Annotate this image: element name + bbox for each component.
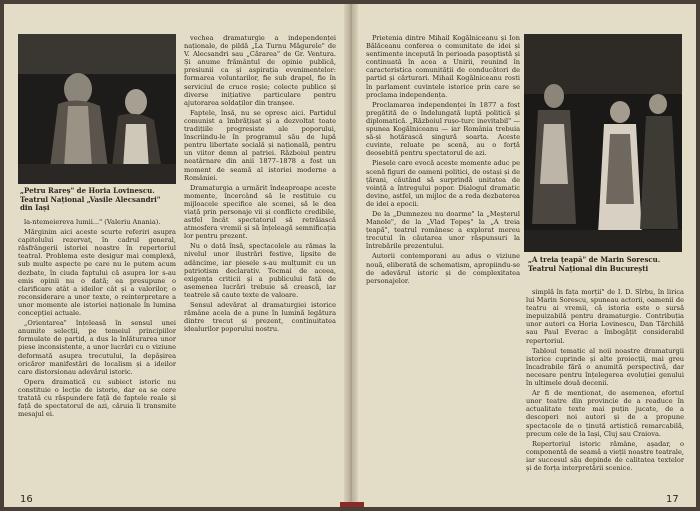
left-page-photo [18, 34, 176, 184]
right-photo-caption: „A treia țeapă" de Marin Sorescu. Teatrul Național din București [528, 255, 661, 273]
paragraph: Opera dramatică cu subiect istoric nu constituie o lecție de istorie, dar ea se cere tratată cu răspundere față de faptele reale și față de spectatorul de azi, căruia îi transmite mesajul ei. [18, 377, 176, 419]
paragraph: Dramaturgia a urmărit îndeaproape aceste momente, încercând să le restituie cu mijloacele specifice ale scenei, să le dea viață prin personaje vii și conflicte credibile, astfel încât spectatorul să retrăiască atmosfera vremii și să înțeleagă semnificația lor pentru prezent. [184, 183, 336, 241]
paragraph: simplă în fața morții" de I. D. Sîrbu, în lirica lui Marin Sorescu, spuneau actorii, oamenii de teatru ai vremii, că istoria este o sursă inepuizabilă pentru dramaturgie. Contribuția unor autori ca Horia Lovinescu, Dan Tărchilă sau Paul Everac a îmbogățit considerabil repertoriul. [526, 288, 684, 345]
left-column-2 [184, 34, 336, 488]
paragraph: Mărginim aici aceste scurte referiri asupra capitolului rezervat, în cadrul general, răsfrângerii istoriei noastre în repertoriul teatral. Problema este desigur mai complexă, sub multe aspecte pe care nu le putem acum dezbate, în ciuda faptului că asupra lor s-au emis opinii nu o dată; ea presupune o clarificare atât a ideilor cât și a valorilor, o reconsiderare a unor texte, o reinterpretare a unor momente ale istoriei naționale în lumina concepției actuale. [18, 228, 176, 318]
left-page-number: 16 [20, 494, 33, 505]
paragraph: la-ntemeiereva lumii..." (Valeriu Anania). [24, 218, 161, 226]
paragraph: vechea dramaturgie a independenței naționale, de pildă „La Turnu Măgurele" de V. Alecsandri sau „Cărarea" de Gr. Ventura. Și anume frământul de opinie publică, presiunii ca și aspirația evenimentelor: formarea voluntarilor, fie sub drapel, fie în serviciul de cruce roșie; colecte publice și diverse inițiative particulare pentru ajutorarea soldaților din tranșee. [184, 34, 336, 107]
book-gutter [344, 4, 358, 507]
right-column-2 [526, 288, 684, 488]
binding-stripe [340, 502, 364, 507]
theatre-scene-image [18, 34, 176, 184]
paragraph: Piesele care evocă aceste momente aduc pe scenă figuri de oameni politici, de ostași și de țărani, căutând să surprindă unitatea de voință a întregului popor. Dialogul dramatic devine, astfel, un mijloc de a reda dezbaterea de idei a epocii. [366, 159, 520, 208]
paragraph: Repertoriul istoric rămâne, așadar, o componentă de seamă a vieții noastre teatrale, iar succesul său depinde de calitatea textelor și de forța interpretării scenice. [526, 439, 684, 472]
left-column-1 [18, 218, 176, 488]
paragraph: Ar fi de menționat, de asemenea, efortul unor teatre din provincie de a readuce în actualitate texte mai puțin jucate, de a descoperi noi autori și de a propune spectacole de o ținută artistică remarcabilă, precum cele de la Iași, Cluj sau Craiova. [526, 389, 684, 438]
right-column-1 [366, 34, 520, 488]
paragraph: Nu o dată însă, spectacolele au rămas la nivelul unor ilustrări festive, lipsite de adâncime, iar piesele s-au mulțumit cu un patriotism declarativ. Tocmai de aceea, exigența criticii și a publicului față de asemenea lucrări trebuie să crească, iar teatrele să caute texte de valoare. [184, 242, 336, 299]
paragraph: „Orientarea" înțeleasă în sensul unei anumite selecții, pe temeiul principiilor formulate de partid, a dus la înlăturarea unor piese inconsistente, a unor lucrări cu o viziune deformată asupra trecutului, la depășirea oricăror manifestări de localism și a ideilor care distorsionau adevărul istoric. [18, 319, 176, 376]
magazine-spread [4, 4, 696, 507]
paragraph: Autorii contemporani au adus o viziune nouă, eliberată de schematism, apropiindu-se de adevărul istoric și de complexitatea personajelor. [366, 252, 520, 285]
paragraph: Prietenia dintre Mihail Kogălniceanu și Ion Bălăceanu conferea o comunitate de idei și sentimente incepută în perioada pașoptistă și continuată în acea a Unirii, reunind în caracteristica comunității de conducători de partid și cărturari. Mihail Kogălniceanu rosti în parlament cuvintele istorice prin care se proclama independența. [366, 34, 520, 99]
paragraph: Sensul adevărat al dramaturgiei istorice rămâne acela de a pune în lumină legătura dintre trecut și prezent, continuitatea idealurilor poporului nostru. [184, 301, 336, 334]
left-photo-caption: „Petru Rareș" de Horia Lovinescu. Teatrul Național „Vasile Alecsandri" din Iași [20, 186, 161, 212]
paragraph: De la „Dumnezeu nu doarme" la „Meșterul Manole", de la „Vlad Țepeș" la „A treia țeapă", teatrul românesc a explorat mereu trecutul în căutarea unor răspunsuri la întrebările prezentului. [366, 209, 520, 251]
right-page-photo [524, 34, 682, 252]
paragraph: Tabloul tematic al noii noastre dramaturgii istorice cuprinde și alte proiecții, mai greu încadrabile fără o anumită perspectivă, dar necesare pentru înțelegerea evoluției genului în ultimele două decenii. [526, 346, 684, 388]
theatre-scene-image [524, 34, 682, 252]
right-page-number: 17 [666, 494, 679, 505]
paragraph: Proclamarea independenței în 1877 a fost pregătită de o îndelungată luptă politică și diplomatică. „Războiul rușo-turc inevitabil" — spunea Kogălniceanu — iar România trebuia să-și hotărască singură soarta. Aceste cuvinte, reluate pe scenă, au o forță deosebită pentru spectatorul de azi. [366, 100, 520, 158]
paragraph: Faptele, însă, nu se opresc aici. Partidul comunist a îmbrățișat și a dezvoltat toate tradițiile progresiste ale poporului, înscriindu-le în programul său de lupă pentru libertate socială și națională, pentru un viitor demn al patriei. Războiul pentru neatârnare din anii 1877–1878 a fost un moment de seamă al istoriei moderne a României. [184, 108, 336, 182]
